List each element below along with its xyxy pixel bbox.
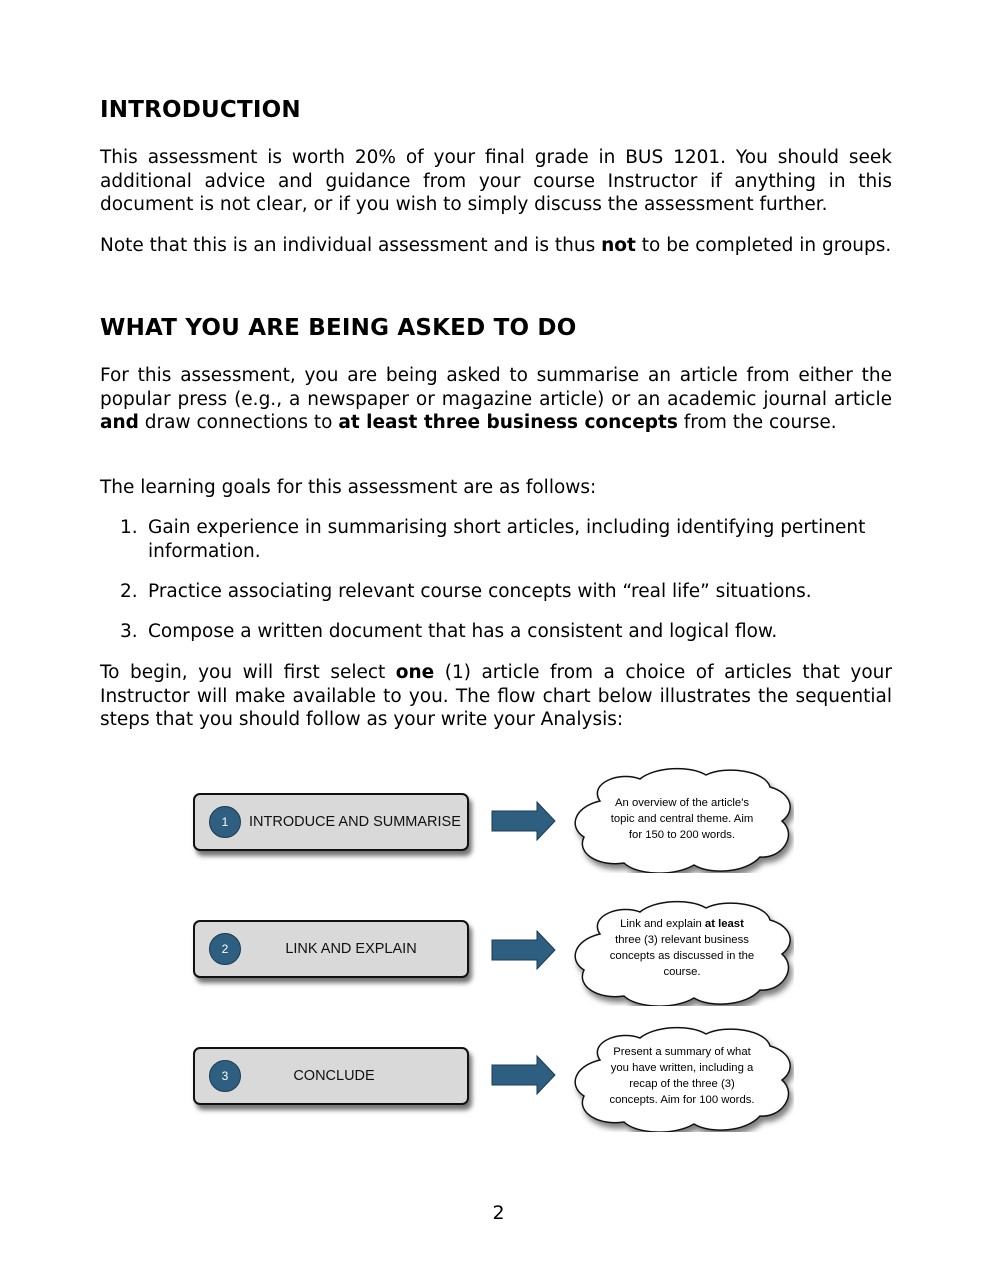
goals-intro: The learning goals for this assessment are as follows: [100, 477, 597, 498]
note-line [594, 916, 770, 932]
note-line: concepts as discussed in the [609, 950, 755, 962]
note-text-end: to be completed in groups. [635, 235, 892, 256]
task-emphasis-concepts: at least three business concepts [338, 412, 678, 434]
note-line: course. [663, 966, 701, 978]
step-number-badge: 1 [209, 806, 241, 838]
note-line: three (3) relevant business [615, 934, 749, 946]
list-text: Compose a written document that has a consistent and logical flow. [148, 621, 778, 642]
note-line: you have written, including a [610, 1062, 754, 1074]
note-line: concepts. Aim for 100 words. [609, 1094, 755, 1106]
note-line: topic and central theme. Aim [610, 813, 754, 825]
note-line: for 150 to 200 words. [628, 829, 736, 841]
step-label: CONCLUDE [293, 1068, 375, 1084]
step-label: LINK AND EXPLAIN [285, 941, 417, 957]
note-line: recap of the three (3) [629, 1078, 735, 1090]
note-text: Link and explain [620, 918, 705, 930]
task-text: For this assessment, you are being asked to summarise an article from either the popular press (e.g., a newspaper or magazine article) or an academic journal article [100, 365, 892, 410]
list-text: Practice associating relevant course concepts with “real life” situations. [148, 581, 812, 602]
step-note [594, 795, 770, 843]
step-label: INTRODUCE AND SUMMARISE [249, 814, 461, 830]
introduction-paragraph: This assessment is worth 20% of your final grade in BUS 1201. You should seek additional advice and guidance from your course Instructor if anything in this document is not clear, or if you wish to simply discuss the assessment further. [100, 147, 892, 216]
step-number-badge: 3 [209, 1060, 241, 1092]
task-text-end: from the course. [677, 412, 837, 434]
step-box-link [193, 920, 469, 978]
task-heading: WHAT YOU ARE BEING ASKED TO DO [100, 315, 577, 341]
right-arrow-icon [491, 801, 557, 841]
page-number: 2 [492, 1202, 505, 1224]
note-emphasis: at least [704, 918, 744, 930]
step-box-introduce [193, 793, 469, 851]
introduction-heading: INTRODUCTION [100, 97, 301, 123]
step-note [594, 916, 770, 980]
list-number: 1. [120, 517, 138, 538]
note-line: Present a summary of what [613, 1046, 751, 1058]
note-line: An overview of the article's [614, 797, 749, 809]
instructions-text: To begin, you will first select [100, 662, 396, 683]
task-emphasis-and: and [100, 412, 139, 434]
note-emphasis: not [601, 235, 636, 256]
instructions-emphasis: one [395, 662, 435, 683]
step-number-badge: 2 [209, 933, 241, 965]
list-text: Gain experience in summarising short articles, including identifying pertinent information. [148, 517, 866, 562]
right-arrow-icon [491, 930, 557, 970]
step-box-conclude [193, 1047, 469, 1105]
note-text: Note that this is an individual assessment and is thus [100, 235, 602, 256]
list-number: 3. [120, 621, 138, 642]
step-note [594, 1044, 770, 1108]
list-number: 2. [120, 581, 138, 602]
instructions-text-end: (1) article from a choice of articles that your Instructor will make available to you. The flow chart below illustrates the sequential steps that you should follow as your write your Analysis: [100, 662, 892, 731]
task-text-mid: draw connections to [138, 412, 339, 434]
right-arrow-icon [491, 1055, 557, 1095]
